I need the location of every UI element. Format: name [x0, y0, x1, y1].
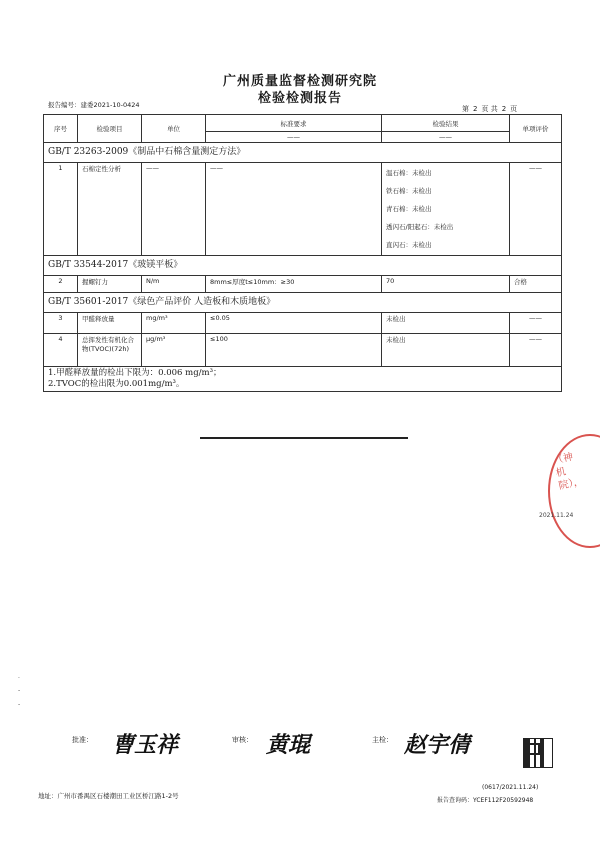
approve-label: 批准： [72, 736, 93, 744]
result-line: 铁石棉：未检出 [386, 187, 432, 195]
row-unit: μg/m³ [142, 334, 206, 367]
row-result: 未检出 [382, 313, 510, 334]
row-unit: mg/m³ [142, 313, 206, 334]
table-row [44, 313, 562, 334]
standard-dash: —— [206, 132, 382, 143]
margin-marks [18, 670, 20, 712]
row-standard: ≤100 [206, 334, 382, 367]
margin-mark: . [18, 673, 20, 680]
col-header-result: 检验结果 [382, 115, 510, 132]
approve-signature: 曹玉祥 [112, 732, 179, 758]
main-test-signature: 赵宇倩 [404, 732, 471, 758]
official-seal [548, 434, 600, 548]
note-line: 1.甲醛释放量的检出下限为：0.006 mg/m³； [48, 368, 222, 378]
main-test-label: 主检： [372, 736, 393, 744]
page-current: 2 [473, 105, 478, 113]
review-label: 审核： [232, 736, 253, 744]
section-heading [44, 143, 562, 163]
report-number: 报告编号：建委2021-10-0424 [48, 101, 140, 109]
table-row [44, 334, 562, 367]
section-heading-text: GB/T 35601-2017《绿色产品评价 人造板和木质地板》 [44, 293, 562, 313]
row-item: 石棉定性分析 [78, 163, 142, 256]
seal-date: 2021.11.24 [539, 512, 574, 519]
row-no: 3 [44, 313, 78, 334]
row-no: 2 [44, 276, 78, 293]
page-total: 2 [501, 105, 507, 113]
row-result: 未检出 [382, 334, 510, 367]
col-header-item: 检验项目 [78, 115, 142, 143]
row-unit: —— [142, 163, 206, 256]
result-line: 透闪石/阳起石：未检出 [386, 223, 454, 231]
report-title: 检验检测报告 [257, 91, 342, 106]
row-eval: —— [510, 313, 562, 334]
row-eval: 合格 [510, 276, 562, 293]
col-header-standard: 标准要求 [206, 115, 382, 132]
row-standard: —— [206, 163, 382, 256]
page-indicator [462, 104, 521, 114]
row-standard: ≤0.05 [206, 313, 382, 334]
query-code: 报告查询码：YCEF112F20592948 [437, 797, 534, 804]
row-unit: N/m [142, 276, 206, 293]
section-heading [44, 293, 562, 313]
col-header-eval: 单项评价 [510, 115, 562, 143]
row-no: 1 [44, 163, 78, 256]
note-line: 2.TVOC的检出限为0.001mg/m³。 [48, 379, 185, 389]
row-results [382, 163, 510, 256]
table-header-row [44, 115, 562, 132]
institute-title: 广州质量监督检测研究院 [222, 74, 377, 89]
table-row [44, 276, 562, 293]
page-prefix: 第 [462, 105, 469, 113]
seal-text: （神机院）， [552, 451, 585, 493]
row-item: 握螺钉力 [78, 276, 142, 293]
row-result: 70 [382, 276, 510, 293]
col-header-no: 序号 [44, 115, 78, 143]
section-heading [44, 256, 562, 276]
result-line: 温石棉：未检出 [386, 169, 432, 177]
col-header-unit: 单位 [142, 115, 206, 143]
address: 地址：广州市番禺区石楼潮田工业区桥江路1-2号 [38, 792, 179, 800]
review-signature: 黄琨 [266, 732, 311, 758]
row-item: 甲醛释放量 [78, 313, 142, 334]
row-standard: 8mm≤厚度t≤10mm：≥30 [206, 276, 382, 293]
row-eval: —— [510, 334, 562, 367]
row-item: 总挥发性有机化合物(TVOC)(72h) [78, 334, 142, 367]
notes-cell [44, 367, 562, 392]
qr-code-icon [523, 738, 553, 768]
row-eval: —— [510, 163, 562, 256]
margin-mark: - [18, 687, 21, 694]
result-line: 青石棉：未检出 [386, 205, 432, 213]
page-suffix: 页 [510, 105, 518, 113]
section-heading-text: GB/T 23263-2009《制品中石棉含量测定方法》 [44, 143, 562, 163]
page-mid: 页 共 [481, 105, 498, 113]
margin-mark: - [18, 701, 21, 708]
table-row [44, 163, 562, 256]
section-heading-text: GB/T 33544-2017《玻镁平板》 [44, 256, 562, 276]
result-line: 直闪石：未检出 [386, 241, 432, 249]
report-code-line: (0617/2021.11.24) [482, 784, 539, 791]
end-of-report-line [200, 437, 408, 439]
result-dash: —— [382, 132, 510, 143]
row-no: 4 [44, 334, 78, 367]
results-table [43, 114, 562, 392]
notes-row [44, 367, 562, 392]
